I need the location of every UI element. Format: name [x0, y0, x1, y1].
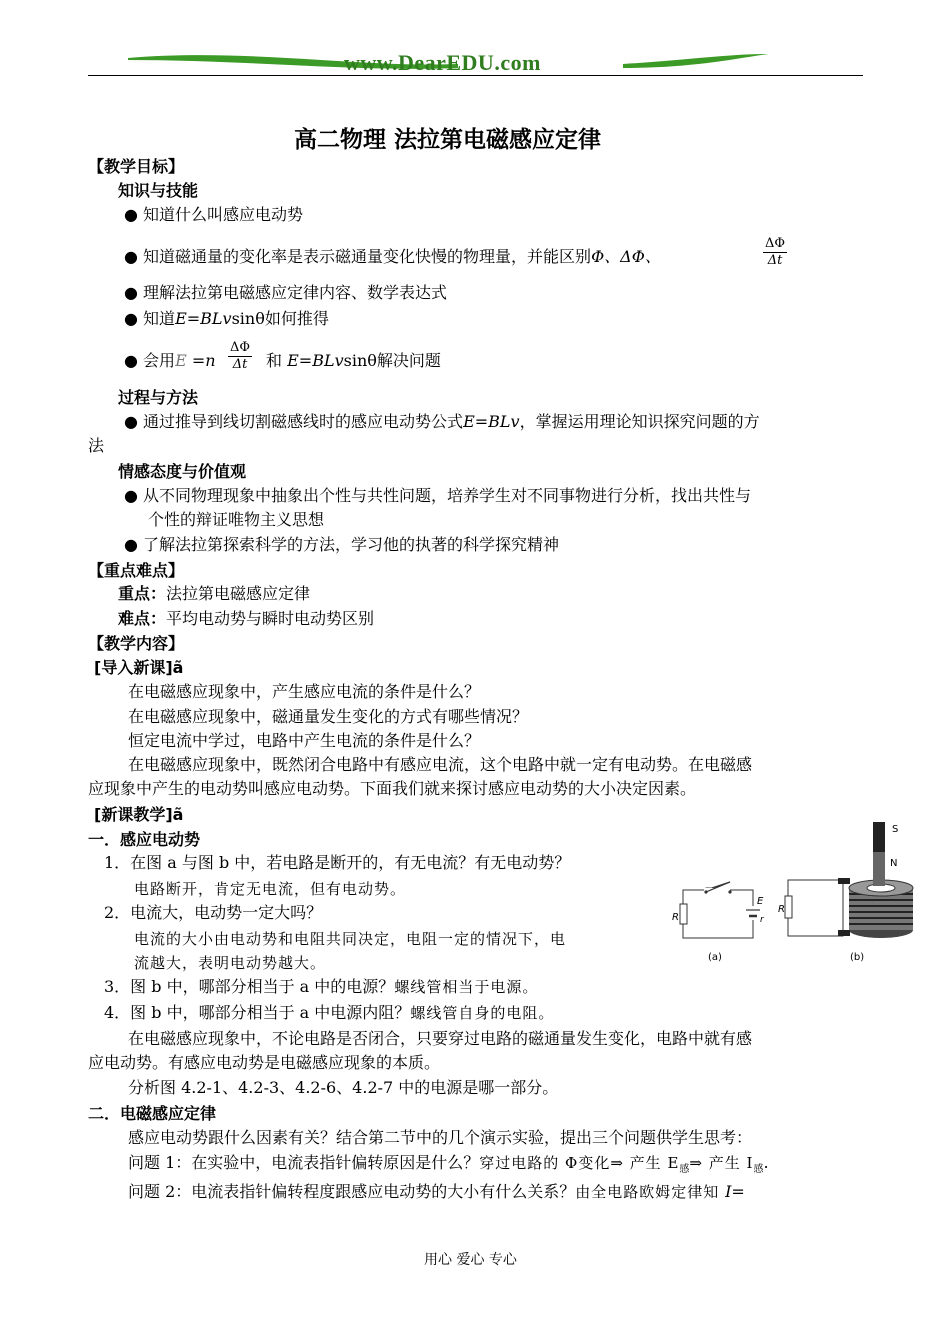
bullet-item: ● 通过推导到线切割磁感线时的感应电动势公式E=BLv，掌握运用理论知识探究问题的方 [124, 412, 760, 431]
label-fig-a: (a) [708, 952, 722, 963]
answer: 流越大，表明电动势越大。 [134, 954, 327, 972]
circuit-figures [668, 818, 920, 968]
bullet-item-tail: 和 E=BLvsinθ解决问题 [266, 351, 441, 370]
label-S: S [892, 824, 899, 835]
new-lesson-heading: [新课教学]ã [94, 805, 184, 824]
wrapped-text: 个性的辩证唯物主义思想 [148, 510, 325, 529]
question: 3．图 b 中，哪部分相当于 a 中的电源？螺线管相当于电源。 [104, 977, 539, 996]
paragraph-line: 恒定电流中学过，电路中产生电流的条件是什么？ [128, 731, 481, 750]
knowledge-heading: 知识与技能 [118, 181, 199, 200]
goals-heading: 【教学目标】 [88, 157, 185, 176]
paragraph-line: 应电动势。有感应电动势是电磁感应现象的本质。 [88, 1053, 441, 1072]
bullet-item: ● 理解法拉第电磁感应定律内容、数学表达式 [124, 283, 448, 302]
paragraph-line: 在电磁感应现象中，产生感应电流的条件是什么？ [128, 682, 481, 701]
figure-b [785, 822, 913, 938]
label-R-b: R [778, 904, 785, 915]
content-heading: 【教学内容】 [88, 634, 185, 653]
bullet-item: ● 从不同物理现象中抽象出个性与共性问题，培养学生对不同事物进行分析，找出共性与 [124, 486, 752, 505]
key-point: 重点：法拉第电磁感应定律 [118, 584, 311, 603]
paragraph-line: 在电磁感应现象中，既然闭合电路中有感应电流，这个电路中就一定有电动势。在电磁感 [128, 755, 753, 774]
bullet-item: ● 知道什么叫感应电动势 [124, 205, 304, 224]
question: 问题 2：电流表指针偏转程度跟感应电动势的大小有什么关系？由全电路欧姆定律知 I= [128, 1182, 745, 1201]
key-heading: 【重点难点】 [88, 561, 185, 580]
paragraph-line: 在电磁感应现象中，不论电路是否闭合，只要穿过电路的磁通量发生变化，电路中就有感 [128, 1029, 753, 1048]
paragraph-line: 在电磁感应现象中，磁通量发生变化的方式有哪些情况？ [128, 707, 529, 726]
paragraph-line: 分析图 4.2-1、4.2-3、4.2-6、4.2-7 中的电源是哪一部分。 [128, 1078, 559, 1097]
header-site-name[interactable]: www.DearEDU.com [344, 50, 541, 75]
label-E: E [757, 896, 764, 907]
page-title: 高二物理 法拉第电磁感应定律 [294, 127, 602, 153]
intro-heading: [导入新课]ã [94, 658, 184, 677]
emotion-heading: 情感态度与价值观 [118, 462, 247, 481]
label-r: r [760, 915, 764, 925]
bullet-item: ● 会用E =n [124, 351, 216, 370]
bullet-item: ● 了解法拉第探索科学的方法，学习他的执著的科学探究精神 [124, 535, 560, 554]
bullet-item: ● 知道磁通量的变化率是表示磁通量变化快慢的物理量，并能区别Φ、ΔΦ、 [124, 247, 661, 266]
label-fig-b: (b) [850, 952, 865, 963]
answer: 电路断开，肯定无电流，但有电动势。 [134, 880, 407, 898]
paragraph-line: 应现象中产生的电动势叫感应电动势。下面我们就来探讨感应电动势的大小决定因素。 [88, 779, 697, 798]
wrapped-text: 法 [88, 436, 105, 455]
question: 4．图 b 中，哪部分相当于 a 中电源内阻？螺线管自身的电阻。 [104, 1003, 555, 1022]
section-2-heading: 二．电磁感应定律 [88, 1104, 217, 1123]
question: 2．电流大，电动势一定大吗？ [104, 903, 323, 922]
section-1-heading: 一．感应电动势 [88, 830, 201, 849]
difficult-point: 难点：平均电动势与瞬时电动势区别 [118, 609, 375, 628]
label-R-a: R [672, 912, 679, 923]
header-rule [88, 75, 863, 76]
footer-text: 用心 爱心 专心 [424, 1252, 517, 1268]
question: 1．在图 a 与图 b 中，若电路是断开的，有无电流？有无电动势？ [104, 853, 571, 872]
fraction: $\frac{\Delta\Phi}{\Delta t}$ [230, 340, 251, 372]
fraction: $\frac{\Delta\Phi}{\Delta t}$ [765, 236, 786, 268]
question: 问题 1：在实验中，电流表指针偏转原因是什么？穿过电路的 Φ变化⇒ 产生 $E_感\Rightarrow$ 产生 $I_感$. [128, 1153, 769, 1176]
process-heading: 过程与方法 [118, 388, 199, 407]
paragraph-line: 感应电动势跟什么因素有关？结合第二节中的几个演示实验，提出三个问题供学生思考： [128, 1128, 753, 1147]
bullet-item: ● 知道E=BLvsinθ如何推得 [124, 309, 329, 328]
answer: 电流的大小由电动势和电阻共同决定，电阻一定的情况下，电 [134, 930, 567, 948]
label-N: N [890, 858, 898, 869]
